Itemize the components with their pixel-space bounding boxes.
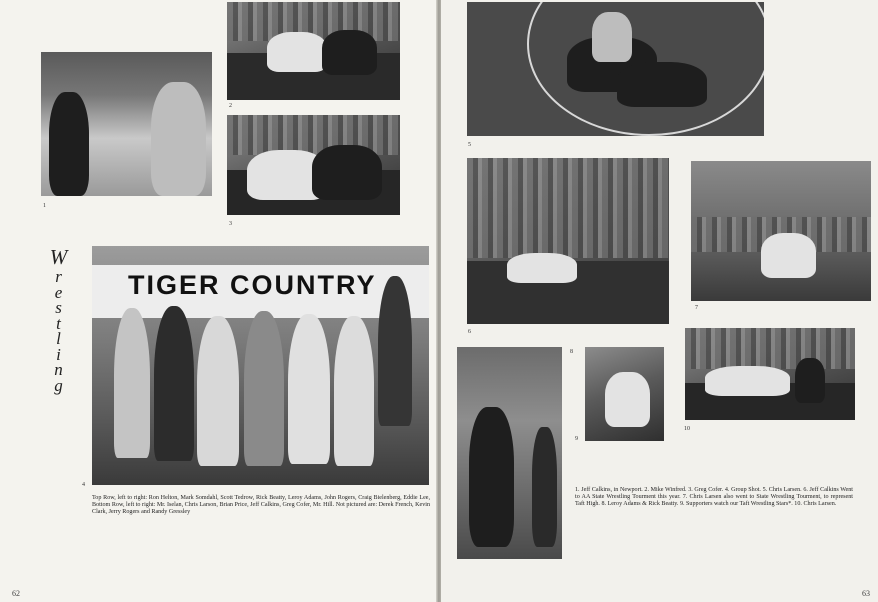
photo-group-shot [92,246,429,485]
photo-number: 2 [229,103,232,109]
section-title-wrestling [44,245,74,393]
photo-wrestling-8 [457,347,562,559]
photo-number: 6 [468,329,471,335]
title-letter: s [55,298,63,317]
photo-wrestling-2 [227,2,400,100]
photo-number: 8 [570,349,573,355]
right-page [441,0,878,602]
group-photo-caption: Top Row, left to right: Ron Helton, Mark Somdahl, Scott Tedrow, Rick Beatty, Leroy Adams, John Rogers, Craig Bielenberg, Eddie Lee, Bottom Row, left to right: Mr. Iselan, Chris Larson, Brian Price, Jeff Calkins, Greg Cofer, Mr. Hill. Not pictured are: Derek French, Kevin Clark, Jerry Rogers and Randy Gressley [92,495,430,516]
photo-captions: 1. Jeff Calkins, in Newport. 2. Mike Winfred. 3. Greg Cofer. 4. Group Shot. 5. Chris Larsen. 6. Jeff Calkins Went to AA State Wrestling Tourment this year. 7. Chris Larsen also went to State Wrestling Tourment, to represent Taft High. 8. Leroy Adams & Rick Beatty. 9. Supporters watch our Taft Wrestling Stars*. 10. Chris Larsen. [575,487,853,508]
photo-wrestling-5 [467,2,764,136]
photo-wrestling-3 [227,115,400,215]
photo-wrestling-7 [691,161,871,301]
photo-number: 5 [468,142,471,148]
photo-wrestling-9 [585,347,664,441]
title-letter: W [49,245,69,269]
photo-wrestling-6 [467,158,669,324]
title-letter: r [55,267,63,286]
photo-number: 10 [684,426,690,432]
page-number: 63 [862,589,870,598]
photo-handshake [41,52,212,196]
title-letter: n [54,360,64,379]
title-letter: t [56,313,62,333]
title-letter: l [56,329,62,348]
photo-wrestling-10 [685,328,855,420]
title-letter: i [56,344,62,364]
page-number: 62 [12,589,20,598]
photo-number: 9 [575,436,578,442]
photo-number: 7 [695,305,698,311]
title-letter: e [54,282,64,302]
photo-number: 1 [43,203,46,209]
banner-tiger-country: TIGER COUNTRY [92,265,429,318]
title-letter: g [54,375,64,395]
photo-number: 4 [82,482,85,488]
left-page [0,0,437,602]
photo-number: 3 [229,221,232,227]
